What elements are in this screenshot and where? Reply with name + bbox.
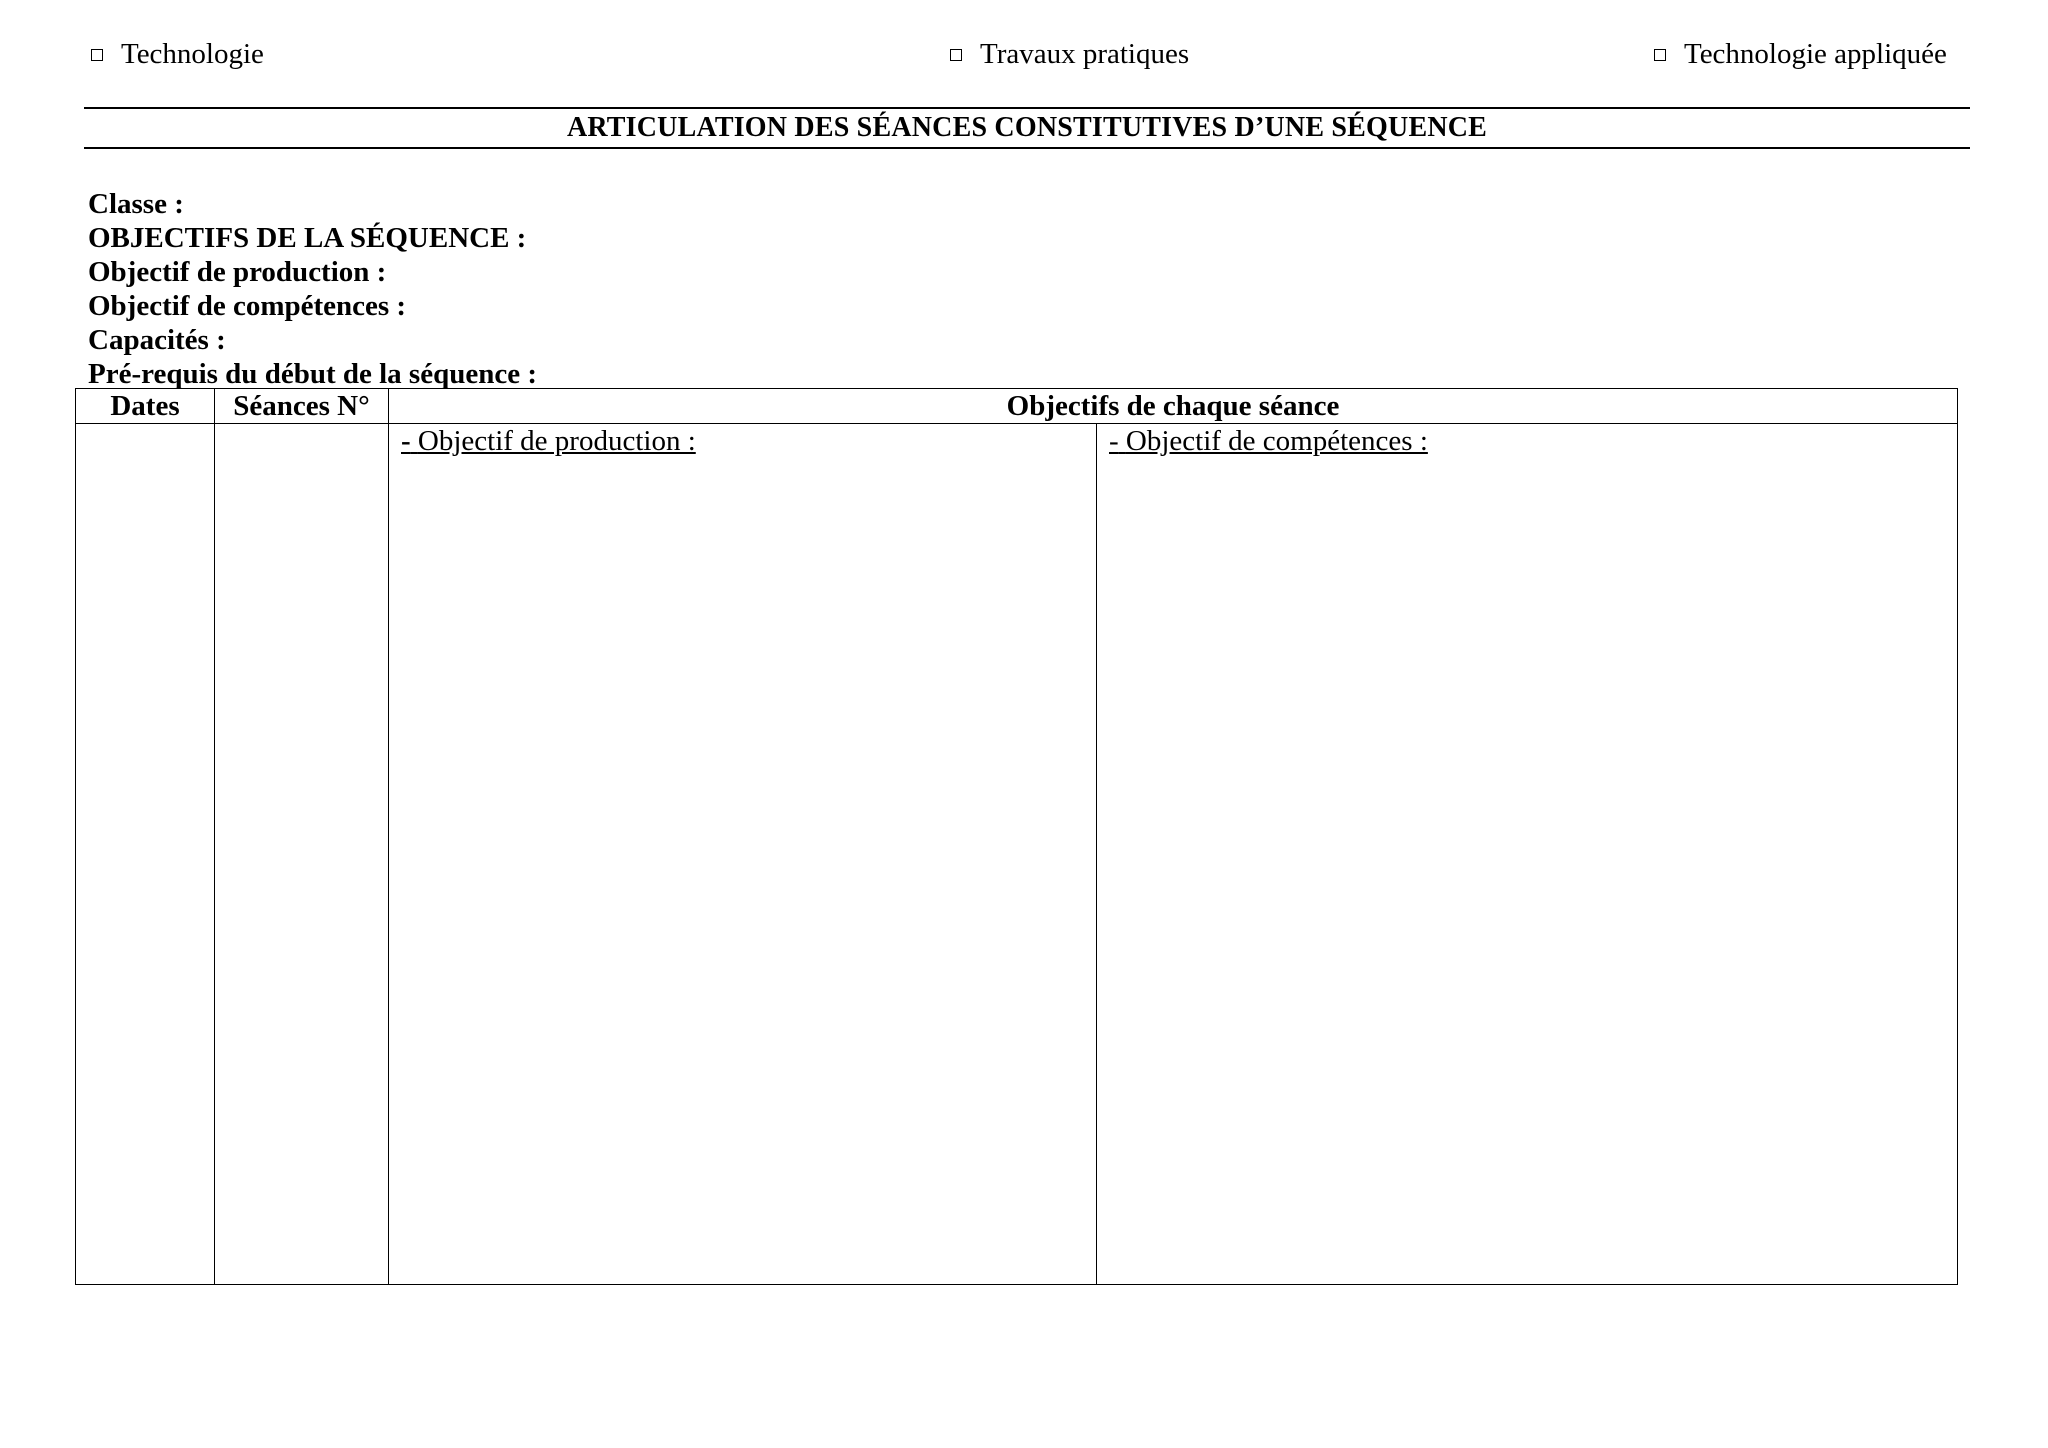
document-title: ARTICULATION DES SÉANCES CONSTITUTIVES D’UNE SÉQUENCE <box>566 112 1488 143</box>
field-capacites: Capacités : <box>88 324 226 356</box>
cell-objectif-competences[interactable] <box>1097 424 1958 1285</box>
cell-objectif-production[interactable] <box>389 424 1097 1285</box>
field-objectif-production: Objectif de production : <box>88 256 387 288</box>
option-travaux-pratiques[interactable] <box>950 38 1189 71</box>
sequence-fields <box>88 187 537 391</box>
subheading-production: - Objectif de production : <box>401 425 696 457</box>
header-dates: Dates <box>76 389 215 424</box>
table-header-row <box>76 389 1958 424</box>
type-checkboxes <box>0 38 2048 78</box>
checkbox-icon[interactable] <box>91 49 103 61</box>
header-seances: Séances N° <box>215 389 389 424</box>
field-classe: Classe : <box>88 188 184 220</box>
header-objectifs: Objectifs de chaque séance <box>389 389 1958 424</box>
option-label: Travaux pratiques <box>980 38 1190 70</box>
checkbox-icon[interactable] <box>1654 49 1666 61</box>
checkbox-icon[interactable] <box>950 49 962 61</box>
option-label: Technologie <box>121 38 264 70</box>
cell-dates[interactable] <box>76 424 215 1285</box>
title-rule-bottom <box>84 147 1970 149</box>
cell-seances[interactable] <box>215 424 389 1285</box>
option-technologie[interactable] <box>91 38 264 71</box>
seances-table <box>75 388 1958 1285</box>
subheading-competences: - Objectif de compétences : <box>1109 425 1428 457</box>
field-objectifs-sequence: OBJECTIFS DE LA SÉQUENCE : <box>88 222 527 254</box>
field-objectif-competences: Objectif de compétences : <box>88 290 407 322</box>
option-label: Technologie appliquée <box>1684 38 1947 70</box>
option-technologie-appliquee[interactable] <box>1654 38 1947 71</box>
title-rule-top <box>84 107 1970 109</box>
table-row <box>76 424 1958 1285</box>
field-prerequis: Pré-requis du début de la séquence : <box>88 358 537 390</box>
